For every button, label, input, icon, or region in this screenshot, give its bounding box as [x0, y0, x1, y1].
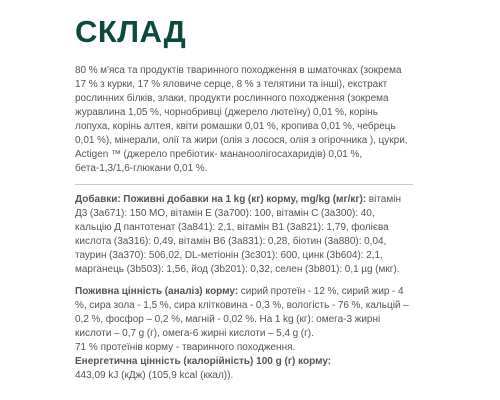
section-divider: [75, 184, 413, 185]
energy-value: 443,09 kJ (кДж) (105,9 kcal (ккал)).: [75, 370, 234, 381]
nutrition-label: Поживна цінність (аналіз) корму:: [75, 286, 239, 297]
page-title: СКЛАД: [75, 14, 187, 49]
energy-label: Енергетична цінність (калорійність) 100 g (г) корму:: [75, 356, 332, 367]
additives-text: вітамін Д3 (3a671): 150 МО, вітамін Е (3a700): 100, вітамін С (3a300): 40, кальцію Д пантотенат (3a841): 2,1, вітамін В1 (3a821): 1,79, фолієва кислота (3a316): 0,49, вітамін В6 (3a831): 0,28, біотин (3a880): 0,04, таурин (3a370): 506,02, DL-метіонін (3c301): 600, цинк (3b604): 2,1, марганець (3b503): 1,56, йод (3b201): 0,32, селен (3b801): 0,1 µg (мкг).: [75, 194, 401, 275]
nutrition-paragraph: [75, 285, 411, 341]
protein-note: 71 % протеїнів корму - тваринного походження.: [75, 342, 296, 353]
composition-paragraph: 80 % м'яса та продуктів тваринного походження в шматочках (зокрема 17 % з курки, 17 % яловиче серце, 8 % з телятини та інші), екстракт рослинних білків, злаки, продукти рослинного походження (зокрема журавлина 1,05 %, чорнобривці (джерело лютеїну) 0,01 %, корінь лопуха, корінь алтея, квіти ромашки 0,01 %, кропива 0,01 %, чебрець 0,01 %), мінерали, олії та жири (олія з лосося, олія з огірочника ), цукри, Actigen ™ (джерело пребіотик- мананоолігосахаридів) 0,01 %, бета-1,3/1,6-глюкани 0,01 %.: [75, 65, 408, 174]
additives-paragraph: [75, 193, 411, 277]
additives-label: Добавки: Поживні добавки на 1 kg (кг) корму, mg/kg (мг/кг):: [75, 194, 367, 205]
nutrition-text: сирий протеїн - 12 %, сирий жир - 4 %, сира зола - 1,5 %, сира клітковина - 0,3 %, вологість - 76 %, кальцій – 0,2 %, фосфор – 0,2 %, магній - 0,02 %. На 1 kg (кг): омега-3 жирні кислоти – 0,7 g (г), омега-6 жирні кислоти – 5,4 g (г).: [75, 286, 409, 339]
